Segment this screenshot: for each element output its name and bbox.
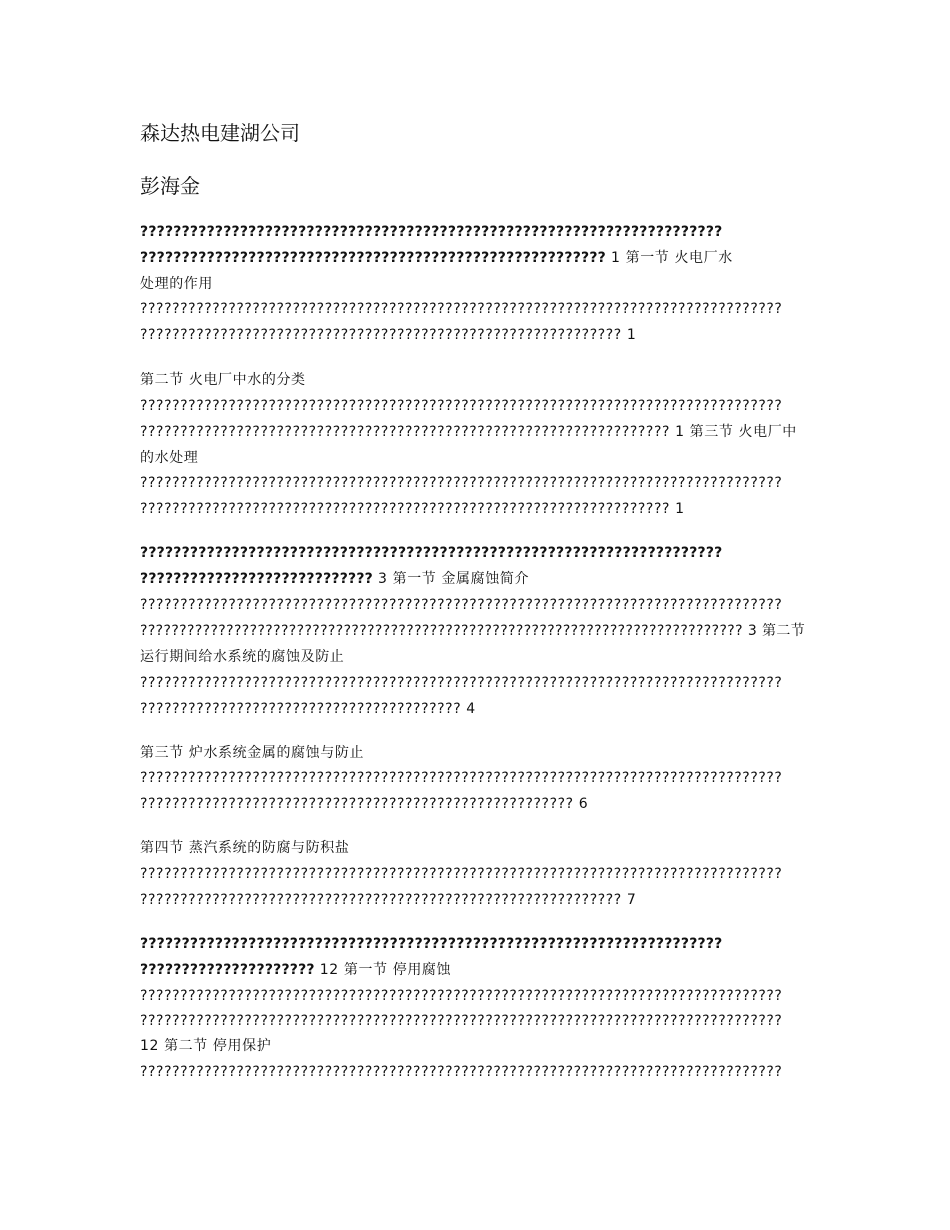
toc-line [140,933,722,955]
toc-line: ???????????????????????????????????????????????????????????????????????????????? [140,675,783,691]
toc-line: 第四节 蒸汽系统的防腐与防积盐 [140,840,350,856]
toc-line: 12 第二节 停用保护 [140,1038,272,1054]
page-number: 4 [461,701,476,717]
toc-entry-text: 1 第一节 火电厂水 [605,250,733,266]
toc-line: ???????????????????????????????????????????????????????????????????????????????? [140,301,783,317]
author-name: 彭海金 [140,174,200,198]
placeholder-text: ???????????????????????????????????????????????????????????? [140,327,622,343]
placeholder-text: ?????????????????????????????????????????????????????????????????????? [140,936,723,952]
toc-line: ???????????????????????????????????????????????????????????????????????????????? [140,988,783,1004]
toc-line: 第二节 火电厂中水的分类 [140,372,306,388]
toc-line [140,498,685,520]
toc-line: ???????????????????????????????????????????????????????????????????????????????? [140,866,783,882]
toc-line [140,221,722,243]
placeholder-text: ?????????????????????????????????????????????????????????????????????? [140,224,723,240]
toc-entry-text: 1 第三节 火电厂中 [670,424,797,440]
placeholder-text: ?????????????????????????????????????????????????????? [140,796,574,812]
toc-line [140,889,636,911]
toc-line: ???????????????????????????????????????????????????????????????????????????????? [140,597,783,613]
toc-line [140,421,797,443]
placeholder-text: ????????????????????????????????????????????????????????????????????????????? [140,623,743,639]
toc-line [140,620,805,642]
toc-line: 处理的作用 [140,276,213,292]
toc-line [140,793,588,815]
placeholder-text: ????????????????????? [140,962,315,978]
toc-line [140,568,529,590]
toc-line: ???????????????????????????????????????????????????????????????????????????????? [140,770,783,786]
toc-line: 的水处理 [140,450,199,466]
toc-entry-text: 12 第一节 停用腐蚀 [314,962,452,978]
toc-line [140,247,733,269]
toc-line [140,542,722,564]
toc-line: 运行期间给水系统的腐蚀及防止 [140,649,345,665]
placeholder-text: ?????????????????????????????????????????????????????????????????? [140,424,671,440]
page-number: 1 [670,501,685,517]
toc-line: 第三节 炉水系统金属的腐蚀与防止 [140,745,365,761]
toc-line: ???????????????????????????????????????????????????????????????????????????????? [140,475,783,491]
page-number: 6 [573,796,589,812]
page-number: 1 [621,327,637,343]
toc-line: ???????????????????????????????????????????????????????????????????????????????? [140,1064,783,1080]
toc-entry-text: 3 第二节 [742,623,806,639]
toc-line [140,698,476,720]
placeholder-text: ?????????????????????????????????????????????????????????????????? [140,501,671,517]
company-name: 森达热电建湖公司 [140,121,300,145]
placeholder-text: ???????????????????????????????????????????????????????????? [140,892,622,908]
toc-line: ???????????????????????????????????????????????????????????????????????????????? [140,1013,783,1029]
toc-line: ???????????????????????????????????????????????????????????????????????????????? [140,398,783,414]
toc-entry-text: 3 第一节 金属腐蚀简介 [373,571,530,587]
placeholder-text: ???????????????????????????? [140,571,373,587]
toc-line [140,324,636,346]
toc-line [140,959,451,981]
placeholder-text: ???????????????????????????????????????? [140,701,462,717]
placeholder-text: ???????????????????????????????????????????????????????? [140,250,606,266]
placeholder-text: ?????????????????????????????????????????????????????????????????????? [140,545,723,561]
page-number: 7 [621,892,637,908]
